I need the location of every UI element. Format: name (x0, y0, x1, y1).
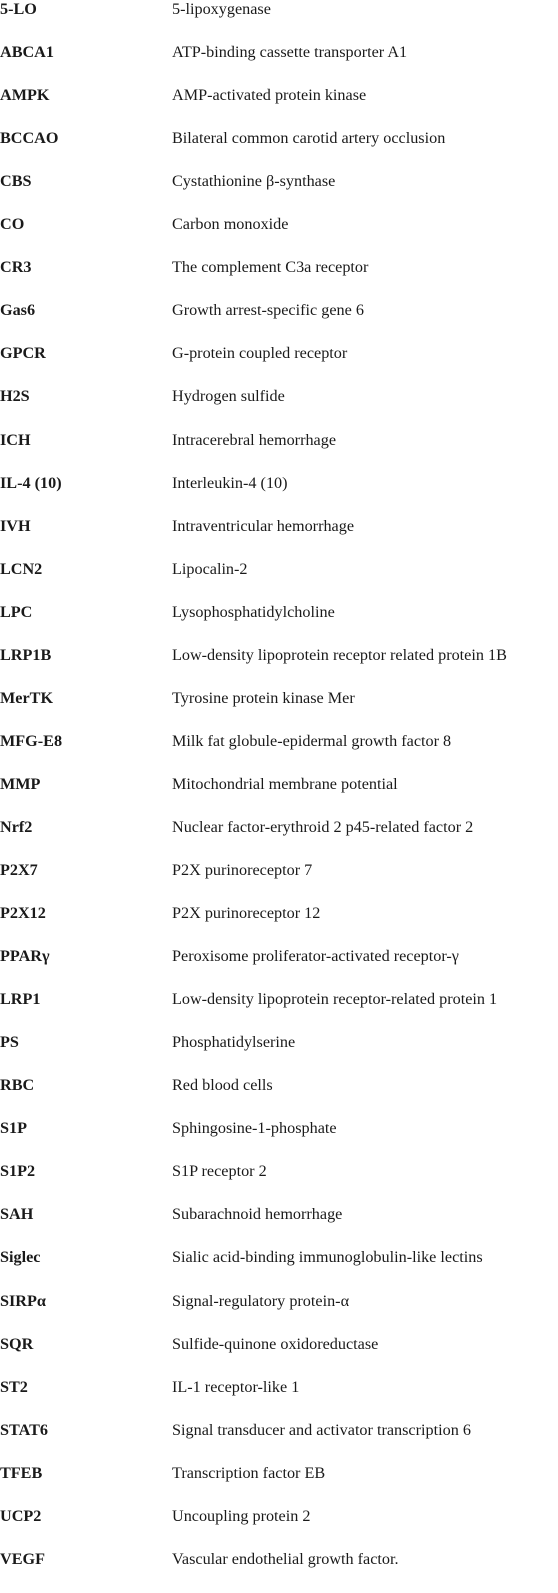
abbreviation-definition: Intraventricular hemorrhage (172, 516, 355, 535)
abbreviation-definition: Intracerebral hemorrhage (172, 430, 337, 449)
abbreviation-row (0, 1292, 558, 1335)
abbreviation-definition: Transcription factor EB (172, 1463, 326, 1482)
abbreviation-definition: Low-density lipoprotein receptor related protein 1B (172, 645, 507, 664)
abbreviation-term: CO (0, 215, 25, 234)
abbreviation-row (0, 603, 558, 646)
abbreviation-definition: G-protein coupled receptor (172, 344, 348, 363)
abbreviation-definition: Low-density lipoprotein receptor-related protein 1 (172, 990, 498, 1009)
abbreviation-row (0, 129, 558, 172)
abbreviation-definition: The complement C3a receptor (172, 258, 369, 277)
abbreviation-definition: P2X purinoreceptor 7 (172, 861, 313, 879)
abbreviation-term: BCCAO (0, 129, 59, 148)
abbreviation-term: LCN2 (0, 559, 43, 578)
abbreviation-definition: Phosphatidylserine (172, 1033, 296, 1052)
abbreviation-row (0, 387, 558, 430)
abbreviation-row (0, 904, 558, 947)
abbreviation-term: Gas6 (0, 301, 36, 320)
abbreviation-definition: IL-1 receptor-like 1 (172, 1377, 300, 1396)
abbreviation-row (0, 947, 558, 990)
abbreviation-definition: Uncoupling protein 2 (172, 1506, 311, 1525)
abbreviation-row (0, 560, 558, 603)
abbreviation-definition: S1P receptor 2 (172, 1162, 267, 1181)
abbreviation-definition: ATP-binding cassette transporter A1 (172, 43, 408, 62)
abbreviation-term: CR3 (0, 258, 32, 277)
abbreviation-term: MerTK (0, 688, 54, 707)
abbreviation-term: RBC (0, 1076, 35, 1095)
abbreviation-definition: Mitochondrial membrane potential (172, 774, 398, 793)
abbreviation-term: CBS (0, 172, 32, 191)
abbreviation-row (0, 1162, 558, 1205)
abbreviation-row (0, 990, 558, 1033)
abbreviation-definition: Sulfide-quinone oxidoreductase (172, 1334, 379, 1353)
abbreviation-term: MMP (0, 774, 41, 793)
abbreviation-term: TFEB (0, 1463, 43, 1482)
abbreviation-row (0, 1378, 558, 1421)
abbreviation-row (0, 1507, 558, 1550)
abbreviation-definition: Carbon monoxide (172, 215, 289, 234)
abbreviation-row (0, 1248, 558, 1291)
abbreviation-term: LPC (0, 602, 33, 621)
abbreviation-term: AMPK (0, 86, 50, 105)
abbreviation-row (0, 43, 558, 86)
abbreviation-term: IL-4 (10) (0, 473, 62, 492)
abbreviation-term: ICH (0, 430, 31, 449)
abbreviation-row (0, 431, 558, 474)
abbreviation-row (0, 344, 558, 387)
abbreviation-term: S1P2 (0, 1162, 36, 1181)
abbreviation-row (0, 1421, 558, 1464)
abbreviation-definition: 5-lipoxygenase (172, 0, 271, 18)
abbreviation-row (0, 1205, 558, 1248)
abbreviation-definition: Hydrogen sulfide (172, 387, 285, 406)
abbreviation-row (0, 258, 558, 301)
abbreviation-term: LRP1 (0, 990, 41, 1009)
abbreviation-row (0, 0, 558, 43)
abbreviation-definition: Sialic acid-binding immunoglobulin-like lectins (172, 1248, 483, 1267)
abbreviation-definition: Signal-regulatory protein-α (172, 1291, 350, 1310)
abbreviation-term: ST2 (0, 1377, 28, 1396)
abbreviation-definition: Lysophosphatidylcholine (172, 602, 335, 621)
abbreviation-term: LRP1B (0, 645, 52, 664)
abbreviation-definition: Nuclear factor-erythroid 2 p45-related factor 2 (172, 817, 474, 836)
abbreviation-row (0, 1076, 558, 1119)
abbreviation-term: SIRPα (0, 1291, 46, 1310)
abbreviation-row (0, 86, 558, 129)
abbreviation-definition: Red blood cells (172, 1076, 273, 1095)
abbreviation-term: Nrf2 (0, 817, 33, 836)
abbreviation-row (0, 172, 558, 215)
abbreviation-definition: Bilateral common carotid artery occlusion (172, 129, 446, 148)
abbreviation-row (0, 474, 558, 517)
abbreviation-definition: Interleukin-4 (10) (172, 473, 288, 492)
abbreviation-term: PS (0, 1033, 19, 1052)
abbreviation-term: Siglec (0, 1248, 41, 1267)
abbreviation-definition: Sphingosine-1-phosphate (172, 1119, 337, 1138)
abbreviation-term: SAH (0, 1205, 34, 1224)
abbreviation-term: PPARγ (0, 947, 50, 966)
abbreviation-term: P2X7 (0, 861, 38, 879)
abbreviation-definition: Vascular endothelial growth factor. (172, 1549, 399, 1568)
abbreviation-row (0, 517, 558, 560)
abbreviation-definition: Lipocalin-2 (172, 559, 248, 578)
abbreviation-definition: Growth arrest-specific gene 6 (172, 301, 364, 320)
abbreviation-row (0, 861, 558, 904)
abbreviation-row (0, 818, 558, 861)
abbreviation-row (0, 1550, 558, 1593)
abbreviation-row (0, 775, 558, 818)
abbreviation-definition: Tyrosine protein kinase Mer (172, 688, 355, 707)
abbreviation-row (0, 689, 558, 732)
abbreviation-definition: Milk fat globule-epidermal growth factor 8 (172, 731, 452, 750)
abbreviation-row (0, 1335, 558, 1378)
abbreviation-term: H2S (0, 387, 30, 406)
abbreviation-term: VEGF (0, 1549, 45, 1568)
abbreviation-term: MFG-E8 (0, 731, 63, 750)
abbreviation-row (0, 732, 558, 775)
abbreviation-definition: P2X purinoreceptor 12 (172, 904, 321, 923)
abbreviation-term: ABCA1 (0, 43, 54, 62)
abbreviation-term: GPCR (0, 344, 46, 363)
abbreviation-definition: AMP-activated protein kinase (172, 86, 367, 105)
abbreviation-definition: Signal transducer and activator transcription 6 (172, 1420, 471, 1439)
abbreviation-term: P2X12 (0, 904, 46, 923)
abbreviation-definition: Peroxisome proliferator-activated receptor-γ (172, 947, 459, 966)
abbreviation-row (0, 215, 558, 258)
abbreviation-term: S1P (0, 1119, 27, 1138)
abbreviation-row (0, 301, 558, 344)
abbreviation-row (0, 1033, 558, 1076)
abbreviation-row (0, 1464, 558, 1507)
abbreviation-term: IVH (0, 516, 31, 535)
abbreviation-term: UCP2 (0, 1506, 42, 1525)
abbreviation-term: SQR (0, 1334, 34, 1353)
abbreviation-term: 5-LO (0, 0, 37, 18)
abbreviation-definition: Subarachnoid hemorrhage (172, 1205, 343, 1224)
abbreviation-row (0, 1119, 558, 1162)
abbreviation-term: STAT6 (0, 1420, 48, 1439)
abbreviation-definition: Cystathionine β-synthase (172, 172, 336, 191)
abbreviation-row (0, 646, 558, 689)
